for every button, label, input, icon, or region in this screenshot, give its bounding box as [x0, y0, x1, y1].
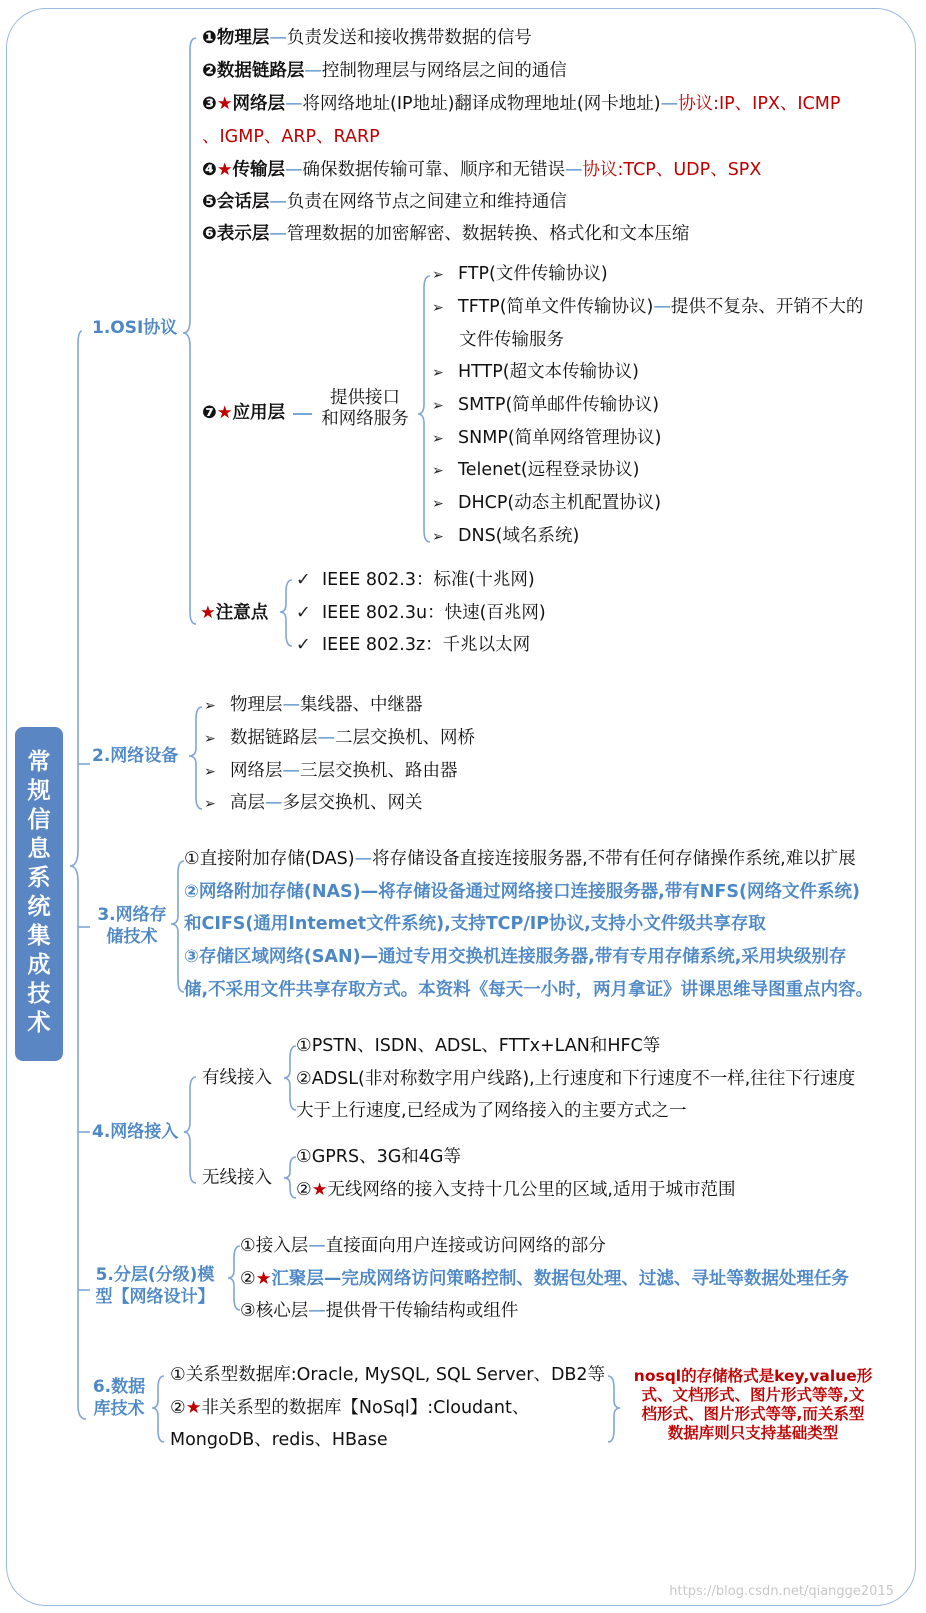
- item-text: 无线网络的接入支持十几公里的区域,适用于城市范围: [327, 1180, 736, 1200]
- item-text: 非关系型的数据库【NoSql】:Cloudant、: [201, 1398, 530, 1418]
- device-names: 集线器、中继器: [300, 695, 423, 715]
- star-icon: ★: [185, 1398, 202, 1418]
- arrow-bullet-icon: ➢: [432, 300, 444, 316]
- star-icon: ★: [255, 1269, 272, 1289]
- connector-dash: —: [308, 1301, 326, 1321]
- nosql-note-line: nosql的存储格式是key,value形: [633, 1367, 873, 1385]
- layer-number: ❻: [202, 224, 217, 244]
- root-title: [15, 727, 63, 1061]
- layer-protocols: 协议:IP、IPX、ICMP: [678, 94, 841, 114]
- nosql-note-line: 式、文档形式、图片形式等等,文: [641, 1386, 865, 1404]
- connector-dash: —: [565, 160, 583, 180]
- layer-name: 表示层: [216, 224, 270, 244]
- db-item-2-cont: MongoDB、redis、HBase: [170, 1430, 388, 1450]
- root-title-char: 信: [27, 807, 51, 833]
- device-names: 多层交换机、网关: [282, 793, 423, 813]
- note-text: IEEE 802.3：标准(十兆网): [322, 570, 535, 590]
- layer-desc: 管理数据的加密解密、数据转换、格式化和文本压缩: [286, 224, 690, 244]
- connector-dash: —: [285, 94, 303, 114]
- wired-access-label: 有线接入: [202, 1068, 272, 1088]
- notes-label: [200, 602, 268, 624]
- device-item: [204, 760, 458, 783]
- app-protocol-item: [432, 525, 579, 548]
- section-layered-title-line2: 型【网络设计】: [95, 1287, 215, 1307]
- connector-dash: —: [317, 728, 335, 748]
- layer-aggregation: [240, 1268, 849, 1290]
- note-text: IEEE 802.3u：快速(百兆网): [322, 603, 546, 623]
- arrow-bullet-icon: ➢: [432, 496, 444, 512]
- check-icon: ✓: [296, 603, 311, 623]
- star-icon: ★: [200, 603, 216, 623]
- layer-number: ❺: [202, 192, 217, 212]
- app-protocol-label: DHCP(动态主机配置协议): [458, 493, 662, 513]
- wired-item-1: ①PSTN、ISDN、ADSL、FTTx+LAN和HFC等: [296, 1036, 661, 1056]
- layer-desc: 确保数据传输可靠、顺序和无错误: [302, 160, 566, 180]
- device-item: [204, 727, 475, 750]
- connector-dash: —: [304, 61, 322, 81]
- root-title-char: 技: [27, 981, 51, 1007]
- connector-dash: —: [285, 160, 303, 180]
- layer-name: 传输层: [232, 160, 286, 180]
- section-layered-title-line1: 5.分层(分级)模: [95, 1265, 215, 1285]
- layer-core-label: ③核心层: [240, 1301, 309, 1321]
- layer-access: [240, 1235, 606, 1257]
- note-item: [296, 602, 546, 624]
- osi-layer-application: [202, 402, 285, 424]
- app-protocol-item: [432, 492, 661, 515]
- layer-access-desc: 直接面向用户连接或访问网络的部分: [325, 1236, 606, 1256]
- arrow-bullet-icon: ➢: [432, 431, 444, 447]
- device-layer: 网络层: [230, 761, 283, 781]
- arrow-bullet-icon: ➢: [432, 398, 444, 414]
- note-text: IEEE 802.3z：千兆以太网: [322, 635, 531, 655]
- device-names: 三层交换机、路由器: [300, 761, 458, 781]
- wireless-item-1: ①GPRS、3G和4G等: [296, 1147, 461, 1167]
- connector-dash: —: [265, 793, 283, 813]
- device-layer: 高层: [230, 793, 265, 813]
- device-names: 二层交换机、网桥: [335, 728, 475, 748]
- app-protocol-label: SNMP(简单网络管理协议): [458, 428, 662, 448]
- nosql-note-line: 档形式、图片形式等等,而关系型: [641, 1405, 865, 1423]
- device-layer: 数据链路层: [230, 728, 318, 748]
- connector-dash: —: [308, 1236, 326, 1256]
- tftp-extra-line1: 提供不复杂、开销不大的: [670, 297, 864, 317]
- layer-number: ❹: [202, 160, 217, 180]
- db-item-2: [170, 1397, 529, 1419]
- layer-name: 物理层: [216, 28, 270, 48]
- app-protocol-item: [432, 263, 608, 286]
- storage-san-line2: 储,不采用文件共享存取方式。本资料《每天一小时，两月拿证》讲课思维导图重点内容。: [184, 980, 874, 1000]
- app-layer-desc-line2: 和网络服务: [321, 409, 409, 429]
- layer-aggregation-text: 汇聚层—完成网络访问策略控制、数据包处理、过滤、寻址等数据处理任务: [271, 1269, 849, 1289]
- note-item: [296, 569, 535, 591]
- app-protocol-label: HTTP(超文本传输协议): [458, 362, 639, 382]
- layer-name: 数据链路层: [216, 61, 305, 81]
- nosql-note: [628, 1367, 878, 1443]
- das-label: ①直接附加存储(DAS): [184, 849, 355, 869]
- layer-name: 会话层: [216, 192, 270, 212]
- arrow-bullet-icon: ➢: [432, 267, 444, 283]
- tftp-extra-line2: 文件传输服务: [459, 330, 564, 350]
- storage-san-line1: ③存储区域网络(SAN)—通过专用交换机连接服务器,带有专用存储系统,采用块级别存: [184, 947, 847, 967]
- app-protocol-item: [432, 427, 662, 450]
- storage-nas-line1: ②网络附加存储(NAS)—将存储设备通过网络接口连接服务器,带有NFS(网络文件系统): [184, 882, 860, 902]
- layer-core-desc: 提供骨干传输结构或组件: [325, 1301, 519, 1321]
- layer-number: ❶: [202, 28, 217, 48]
- root-title-char: 集: [27, 923, 51, 949]
- layer-desc: 负责发送和接收携带数据的信号: [286, 28, 532, 48]
- layer-desc: 控制物理层与网络层之间的通信: [321, 61, 567, 81]
- osi-layer-transport: [202, 159, 761, 181]
- watermark: https://blog.csdn.net/qiangge2015: [669, 1584, 894, 1599]
- app-protocol-item: [432, 296, 863, 319]
- section-devices-title: 2.网络设备: [92, 746, 179, 766]
- app-protocol-label: FTP(文件传输协议): [458, 264, 608, 284]
- star-icon: ★: [311, 1180, 328, 1200]
- connector-dash: —: [354, 849, 373, 869]
- layer-protocols: 协议:TCP、UDP、SPX: [582, 160, 762, 180]
- arrow-bullet-icon: ➢: [204, 731, 216, 747]
- app-protocol-label: Telenet(远程登录协议): [458, 460, 640, 480]
- root-title-char: 系: [27, 865, 51, 891]
- check-icon: ✓: [296, 635, 311, 655]
- app-layer-desc: [312, 388, 418, 430]
- section-osi-title: 1.OSI协议: [92, 318, 178, 338]
- star-icon: ★: [216, 160, 233, 180]
- layer-number: ❸: [202, 94, 217, 114]
- layer-desc: 将网络地址(IP地址)翻译成物理地址(网卡地址): [302, 94, 661, 114]
- star-icon: ★: [216, 94, 233, 114]
- app-protocol-label: SMTP(简单邮件传输协议): [458, 395, 660, 415]
- osi-layer-presentation: [202, 223, 689, 245]
- arrow-bullet-icon: ➢: [432, 529, 444, 545]
- check-icon: ✓: [296, 570, 311, 590]
- layer-name: 应用层: [232, 403, 286, 423]
- osi-layer-physical: [202, 27, 532, 49]
- item-prefix: ②: [296, 1180, 312, 1200]
- root-title-char: 统: [27, 894, 51, 920]
- root-title-char: 规: [27, 778, 51, 804]
- section-database-title-line1: 6.数据: [92, 1377, 146, 1397]
- root-title-char: 息: [27, 836, 51, 862]
- nosql-note-line: 数据库则只支持基础类型: [667, 1424, 839, 1442]
- section-storage-title: [92, 904, 172, 948]
- app-protocol-label: DNS(域名系统): [458, 526, 580, 546]
- section-storage-title-line2: 储技术: [106, 927, 158, 947]
- section-database-title: [90, 1376, 148, 1420]
- item-prefix: ②: [170, 1398, 186, 1418]
- root-title-char: 成: [27, 952, 51, 978]
- layer-name: 网络层: [232, 94, 286, 114]
- connector-dash: —: [269, 224, 287, 244]
- layer-number: ❷: [202, 61, 217, 81]
- connector-dash: —: [282, 761, 300, 781]
- arrow-bullet-icon: ➢: [204, 698, 216, 714]
- wired-item-2-cont: 大于上行速度,已经成为了网络接入的主要方式之一: [296, 1101, 687, 1121]
- layer-access-label: ①接入层: [240, 1236, 309, 1256]
- arrow-bullet-icon: ➢: [204, 764, 216, 780]
- connector-dash: —: [282, 695, 300, 715]
- note-item: [296, 634, 530, 656]
- app-protocol-item: [432, 394, 659, 417]
- db-item-1: ①关系型数据库:Oracle, MySQL, SQL Server、DB2等: [170, 1365, 606, 1385]
- layer-core: [240, 1300, 518, 1322]
- section-storage-title-line1: 3.网络存: [97, 905, 167, 925]
- connector-dash: —: [660, 94, 679, 114]
- storage-das: [184, 848, 856, 870]
- arrow-bullet-icon: ➢: [204, 796, 216, 812]
- notes-name: 注意点: [215, 603, 269, 623]
- connector-dash: —: [269, 192, 287, 212]
- device-layer: 物理层: [230, 695, 283, 715]
- layer-desc: 负责在网络节点之间建立和维持通信: [286, 192, 567, 212]
- star-icon: ★: [216, 403, 233, 423]
- root-title-char: 术: [27, 1010, 51, 1036]
- wired-item-2: ②ADSL(非对称数字用户线路),上行速度和下行速度不一样,往往下行速度: [296, 1069, 856, 1089]
- osi-layer-datalink: [202, 60, 567, 82]
- item-prefix: ②: [240, 1269, 256, 1289]
- device-item: [204, 694, 423, 717]
- section-access-title: 4.网络接入: [92, 1122, 179, 1142]
- layer-number: ❼: [202, 403, 217, 423]
- wireless-access-label: 无线接入: [202, 1168, 272, 1188]
- osi-layer-session: [202, 191, 567, 213]
- app-protocol-item: [432, 459, 640, 482]
- connector-dash: —: [269, 28, 287, 48]
- connector-dash: —: [653, 297, 671, 317]
- wireless-item-2: [296, 1179, 735, 1201]
- section-layered-title: [90, 1264, 220, 1308]
- das-desc: 将存储设备直接连接服务器,不带有任何存储操作系统,难以扩展: [372, 849, 856, 869]
- arrow-bullet-icon: ➢: [432, 463, 444, 479]
- device-item: [204, 792, 423, 815]
- storage-nas-line2: 和CIFS(通用Intemet文件系统),支持TCP/IP协议,支持小文件级共享存取: [184, 914, 766, 934]
- arrow-bullet-icon: ➢: [432, 365, 444, 381]
- app-protocol-item: [432, 361, 639, 384]
- root-title-char: 常: [27, 749, 51, 775]
- osi-layer-network: [202, 93, 840, 115]
- app-protocol-label: TFTP(简单文件传输协议): [458, 297, 654, 317]
- layer-protocols-continued: 、IGMP、ARP、RARP: [202, 127, 380, 147]
- section-database-title-line2: 库技术: [93, 1399, 145, 1419]
- app-layer-desc-line1: 提供接口: [330, 388, 400, 408]
